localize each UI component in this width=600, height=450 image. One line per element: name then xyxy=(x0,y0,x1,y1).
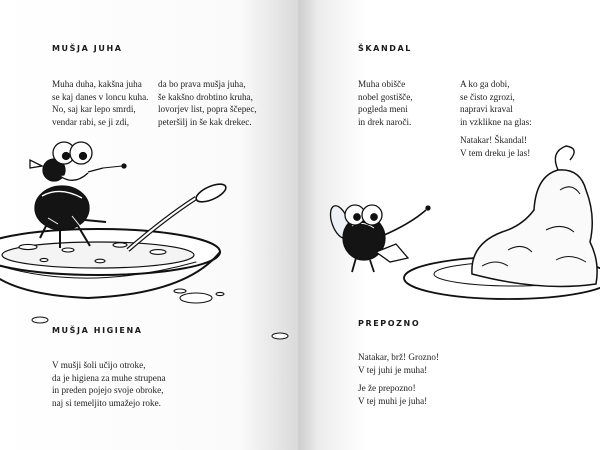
dung-pile-drawing xyxy=(472,146,597,286)
poem-line: peteršilj in še kak drekec. xyxy=(158,116,252,127)
poem-title-musja-juha: MUŠJA JUHA xyxy=(52,44,123,53)
poem-line: in preden pojejo svoje obroke, xyxy=(52,385,164,396)
poem-line: Je že prepozno! xyxy=(358,383,416,394)
poem-line: lovorjev list, popra ščepec, xyxy=(158,104,257,115)
poem-line: vendar rabi, se ji zdi, xyxy=(52,116,130,127)
poem-line: se čisto zgrozi, xyxy=(460,91,515,102)
poem-line: V mušji šoli učijo otroke, xyxy=(52,360,146,370)
poem-title-musja-higiena: MUŠJA HIGIENA xyxy=(52,326,143,335)
poem-line: V tej juhi je muha! xyxy=(358,364,428,375)
poem-line: A ko ga dobi, xyxy=(460,79,510,89)
right-page xyxy=(300,0,600,450)
poem-line: Natakar, brž! Grozno! xyxy=(358,352,440,362)
poem-line: Muha duha, kakšna juha xyxy=(52,79,142,89)
musja-higiena-stanza xyxy=(52,359,166,409)
skandal-stanza-1 xyxy=(358,78,413,128)
poem-line: No, saj kar lepo smrdi, xyxy=(52,104,136,115)
poem-line: naj si temeljito umažejo roke. xyxy=(52,397,161,408)
poem-line: in vzklikne na glas: xyxy=(460,116,532,127)
poem-line: nobel gostišče, xyxy=(358,91,413,102)
poem-line: in drek naroči. xyxy=(358,116,412,127)
poem-line: se kaj danes v loncu kuha. xyxy=(52,91,149,102)
poem-title-skandal: ŠKANDAL xyxy=(358,44,412,53)
poem-line: še kakšno drobtino kruha, xyxy=(158,91,253,102)
poem-line: pogleda meni xyxy=(358,104,408,115)
poem-line: V tem dreku je las! xyxy=(460,147,531,158)
poem-title-prepozno: PREPOZNO xyxy=(358,319,421,328)
poem-line: da je higiena za muhe strupena xyxy=(52,372,166,383)
poem-line: napravi kraval xyxy=(460,104,513,115)
poem-line: V tej muhi je juha! xyxy=(358,395,428,406)
fly-at-table-illustration xyxy=(300,0,600,345)
skandal-stanza-2 xyxy=(460,78,532,160)
fly-on-soup-bowl-illustration xyxy=(0,0,300,345)
poem-line: Muha obišče xyxy=(358,79,406,89)
fly-drawing xyxy=(327,203,430,272)
soup-bowl-drawing xyxy=(0,229,220,298)
prepozno-stanza xyxy=(358,351,439,407)
poem-line: Natakar! Škandal! xyxy=(460,135,528,146)
poem-line: da bo prava mušja juha, xyxy=(158,79,246,89)
